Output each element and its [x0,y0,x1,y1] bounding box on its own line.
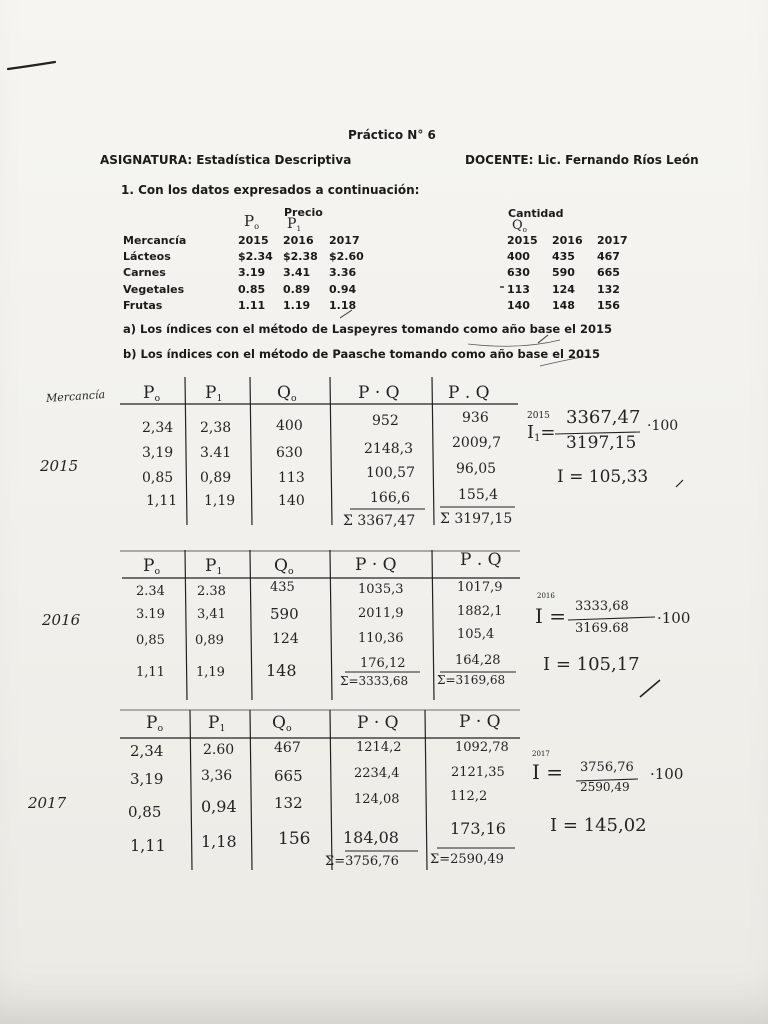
header-q0: Qo [272,713,292,735]
p1q0-cell: 176,12 [360,656,406,671]
p0q0-cell: 164,28 [455,653,501,668]
p1q0-cell: 2234,4 [354,766,400,781]
teacher-heading: DOCENTE: Lic. Fernando Ríos León [465,153,699,167]
year-label-2016: 2016 [42,611,81,629]
p0q0-cell: 1882,1 [457,604,503,619]
p0-annotation: Po [244,212,260,231]
header-p0q0: P . Q [448,383,490,403]
q-cell: 156 [278,829,311,849]
p0q0-cell: 936 [462,410,489,426]
p1q0-cell: 166,6 [370,490,411,506]
qty-cell: 132 [597,282,620,296]
price-2015-column [238,233,273,314]
qty-cell: 665 [597,266,620,280]
q-cell: 467 [274,740,301,756]
p1-cell: 0,89 [200,470,232,486]
qty-2017-column [597,233,628,314]
price-2017-column [329,233,364,314]
price-2016-column [283,233,318,314]
year-label-2017: 2017 [28,794,67,812]
qty-cell: 113 [507,282,530,296]
p0-cell: 0,85 [142,470,174,486]
margin-note: Mercancía [45,387,106,406]
p0q0-cell: 2121,35 [451,765,505,780]
quantity-label: Cantidad [508,207,564,220]
year-header: 2017 [329,234,360,247]
q-cell: 590 [270,605,299,623]
header-p1: P1 [208,713,226,735]
q0-annotation: Qo [512,218,527,234]
p1q0-cell: 2148,3 [364,441,413,457]
p0q0-cell: 105,4 [457,627,495,642]
p1-cell: 3,36 [201,768,233,784]
header-q0: Qo [274,556,294,578]
price-cell: 1.19 [283,298,311,312]
q-cell: 124 [272,631,299,647]
q-cell: 140 [278,493,305,509]
index-result: I = 145,02 [550,815,647,836]
index-symbol: I1= [527,422,556,445]
price-cell: 0.89 [283,282,311,296]
question-1-text: 1. Con los datos expresados a continuación: [121,183,420,197]
p1q0-sum: Σ=3333,68 [340,674,409,688]
price-label: Precio [284,206,323,219]
p1q0-cell: 124,08 [354,792,400,807]
p0q0-cell: 112,2 [450,789,488,804]
p0q0-cell: 1092,78 [455,740,509,755]
p0q0-sum: Σ=2590,49 [430,852,504,867]
year-header: 2015 [238,234,269,247]
qty-cell: 148 [552,298,575,312]
item-name: Carnes [123,266,166,280]
p1q0-cell: 1035,3 [358,582,404,597]
header-p0: Po [143,383,161,405]
q-cell: 148 [266,661,297,680]
p1-annotation: P1 [287,216,302,233]
p0-cell: 1,11 [130,836,166,855]
p1-cell: 2.38 [197,584,226,599]
formula-denominator: 2590,49 [580,780,630,794]
header-p1: P1 [205,383,223,405]
header-p0q0: P · Q [459,712,501,732]
qty-cell: 400 [507,250,530,264]
qty-cell: 435 [552,250,575,264]
formula-year: 2015 [527,411,550,421]
price-cell: 1.11 [238,298,266,312]
year-label-2015: 2015 [40,457,79,475]
price-cell: $2.60 [329,250,364,264]
qty-2016-column [552,233,583,314]
header-p1q0: P · Q [358,383,400,403]
formula-multiplier: ·100 [650,765,684,783]
q-cell: 630 [276,445,303,461]
p0q0-cell: 173,16 [450,819,506,838]
p1q0-cell: 110,36 [358,631,404,646]
qty-2015-column [507,233,538,314]
p0q0-cell: 155,4 [458,487,499,503]
year-header: 2016 [552,234,583,247]
question-b-text: b) Los índices con el método de Paasche tomando como año base el 2015 [123,347,600,361]
header-p1: P1 [205,556,223,578]
item-name: Frutas [123,298,163,312]
p0-cell: 0,85 [136,633,165,648]
p1-cell: 2.60 [203,742,235,758]
qty-cell: 630 [507,266,530,280]
p1q0-sum: Σ=3756,76 [325,854,399,869]
merchandise-column [123,233,186,314]
p1q0-cell: 184,08 [343,828,399,847]
p0q0-cell: 2009,7 [452,435,501,451]
price-cell: 3.36 [329,266,357,280]
p0q0-sum: Σ=3169,68 [437,673,506,687]
p0-cell: 2,34 [130,742,164,760]
year-header: 2017 [597,234,628,247]
p0-cell: 3,19 [142,445,174,461]
p1-cell: 2,38 [200,420,232,436]
p1-cell: 0,94 [201,797,237,816]
item-name: Vegetales [123,282,185,296]
price-cell: 1.18 [329,298,357,312]
q-cell: 113 [278,470,305,486]
p0q0-cell: 96,05 [456,461,497,477]
formula-numerator: 3333,68 [575,599,629,614]
p0-cell: 1,11 [146,493,178,509]
qty-cell: 467 [597,250,620,264]
index-result: I = 105,33 [557,467,649,487]
index-result: I = 105,17 [543,654,640,675]
header-p0: Po [143,556,161,578]
formula-numerator: 3756,76 [580,760,634,775]
p0-cell: 3,19 [130,770,164,788]
price-cell: 3.41 [283,266,311,280]
header-p1q0: P · Q [357,713,399,733]
question-a-text: a) Los índices con el método de Laspeyres tomando como año base el 2015 [123,322,612,336]
formula-numerator: 3367,47 [566,407,641,428]
p0-cell: 1,11 [136,665,165,680]
price-cell: 3.19 [238,266,266,280]
p1-cell: 1,18 [201,832,237,851]
subject-heading: ASIGNATURA: Estadística Descriptiva [100,153,352,167]
index-symbol: I = [532,760,564,784]
formula-denominator: 3197,15 [566,433,637,453]
qty-cell: 156 [597,298,620,312]
header-q0: Qo [277,383,297,405]
price-cell: $2.38 [283,250,318,264]
p1q0-cell: 1214,2 [356,740,402,755]
merchandise-header: Mercancía [123,234,187,247]
price-cell: 0.94 [329,282,357,296]
year-header: 2015 [507,234,538,247]
qty-cell: 590 [552,266,575,280]
p1q0-cell: 2011,9 [358,606,404,621]
p0q0-cell: 1017,9 [457,580,503,595]
p0-cell: 2.34 [136,584,165,599]
qty-cell: 124 [552,282,575,296]
formula-multiplier: ·100 [657,609,691,627]
qty-cell: 140 [507,298,530,312]
q-cell: 435 [270,580,295,595]
q-cell: 400 [276,418,303,434]
header-p0q0: P . Q [460,550,502,570]
p1-cell: 0,89 [195,633,224,648]
item-name: Lácteos [123,250,171,264]
header-p0: Po [146,713,164,735]
price-cell: $2.34 [238,250,273,264]
page-title: Práctico N° 6 [348,128,436,142]
p0q0-sum: Σ 3197,15 [440,511,513,527]
p1q0-cell: 952 [372,413,399,429]
q-cell: 665 [274,767,303,785]
p1-cell: 1,19 [204,493,236,509]
formula-multiplier: ·100 [647,418,679,434]
header-p1q0: P · Q [355,555,397,575]
formula-year: 2017 [532,750,550,758]
p0-cell: 3.19 [136,607,165,622]
index-symbol: I = [535,604,567,628]
p1q0-sum: Σ 3367,47 [343,513,416,529]
price-cell: 0.85 [238,282,266,296]
p1-cell: 3,41 [197,607,226,622]
p0-cell: 2,34 [142,420,174,436]
p1q0-cell: 100,57 [366,465,415,481]
formula-year: 2016 [537,592,555,600]
p1-cell: 3.41 [200,445,232,461]
p1-cell: 1,19 [196,665,225,680]
formula-denominator: 3169.68 [575,621,629,636]
year-header: 2016 [283,234,314,247]
q-cell: 132 [274,794,303,812]
p0-cell: 0,85 [128,803,162,821]
